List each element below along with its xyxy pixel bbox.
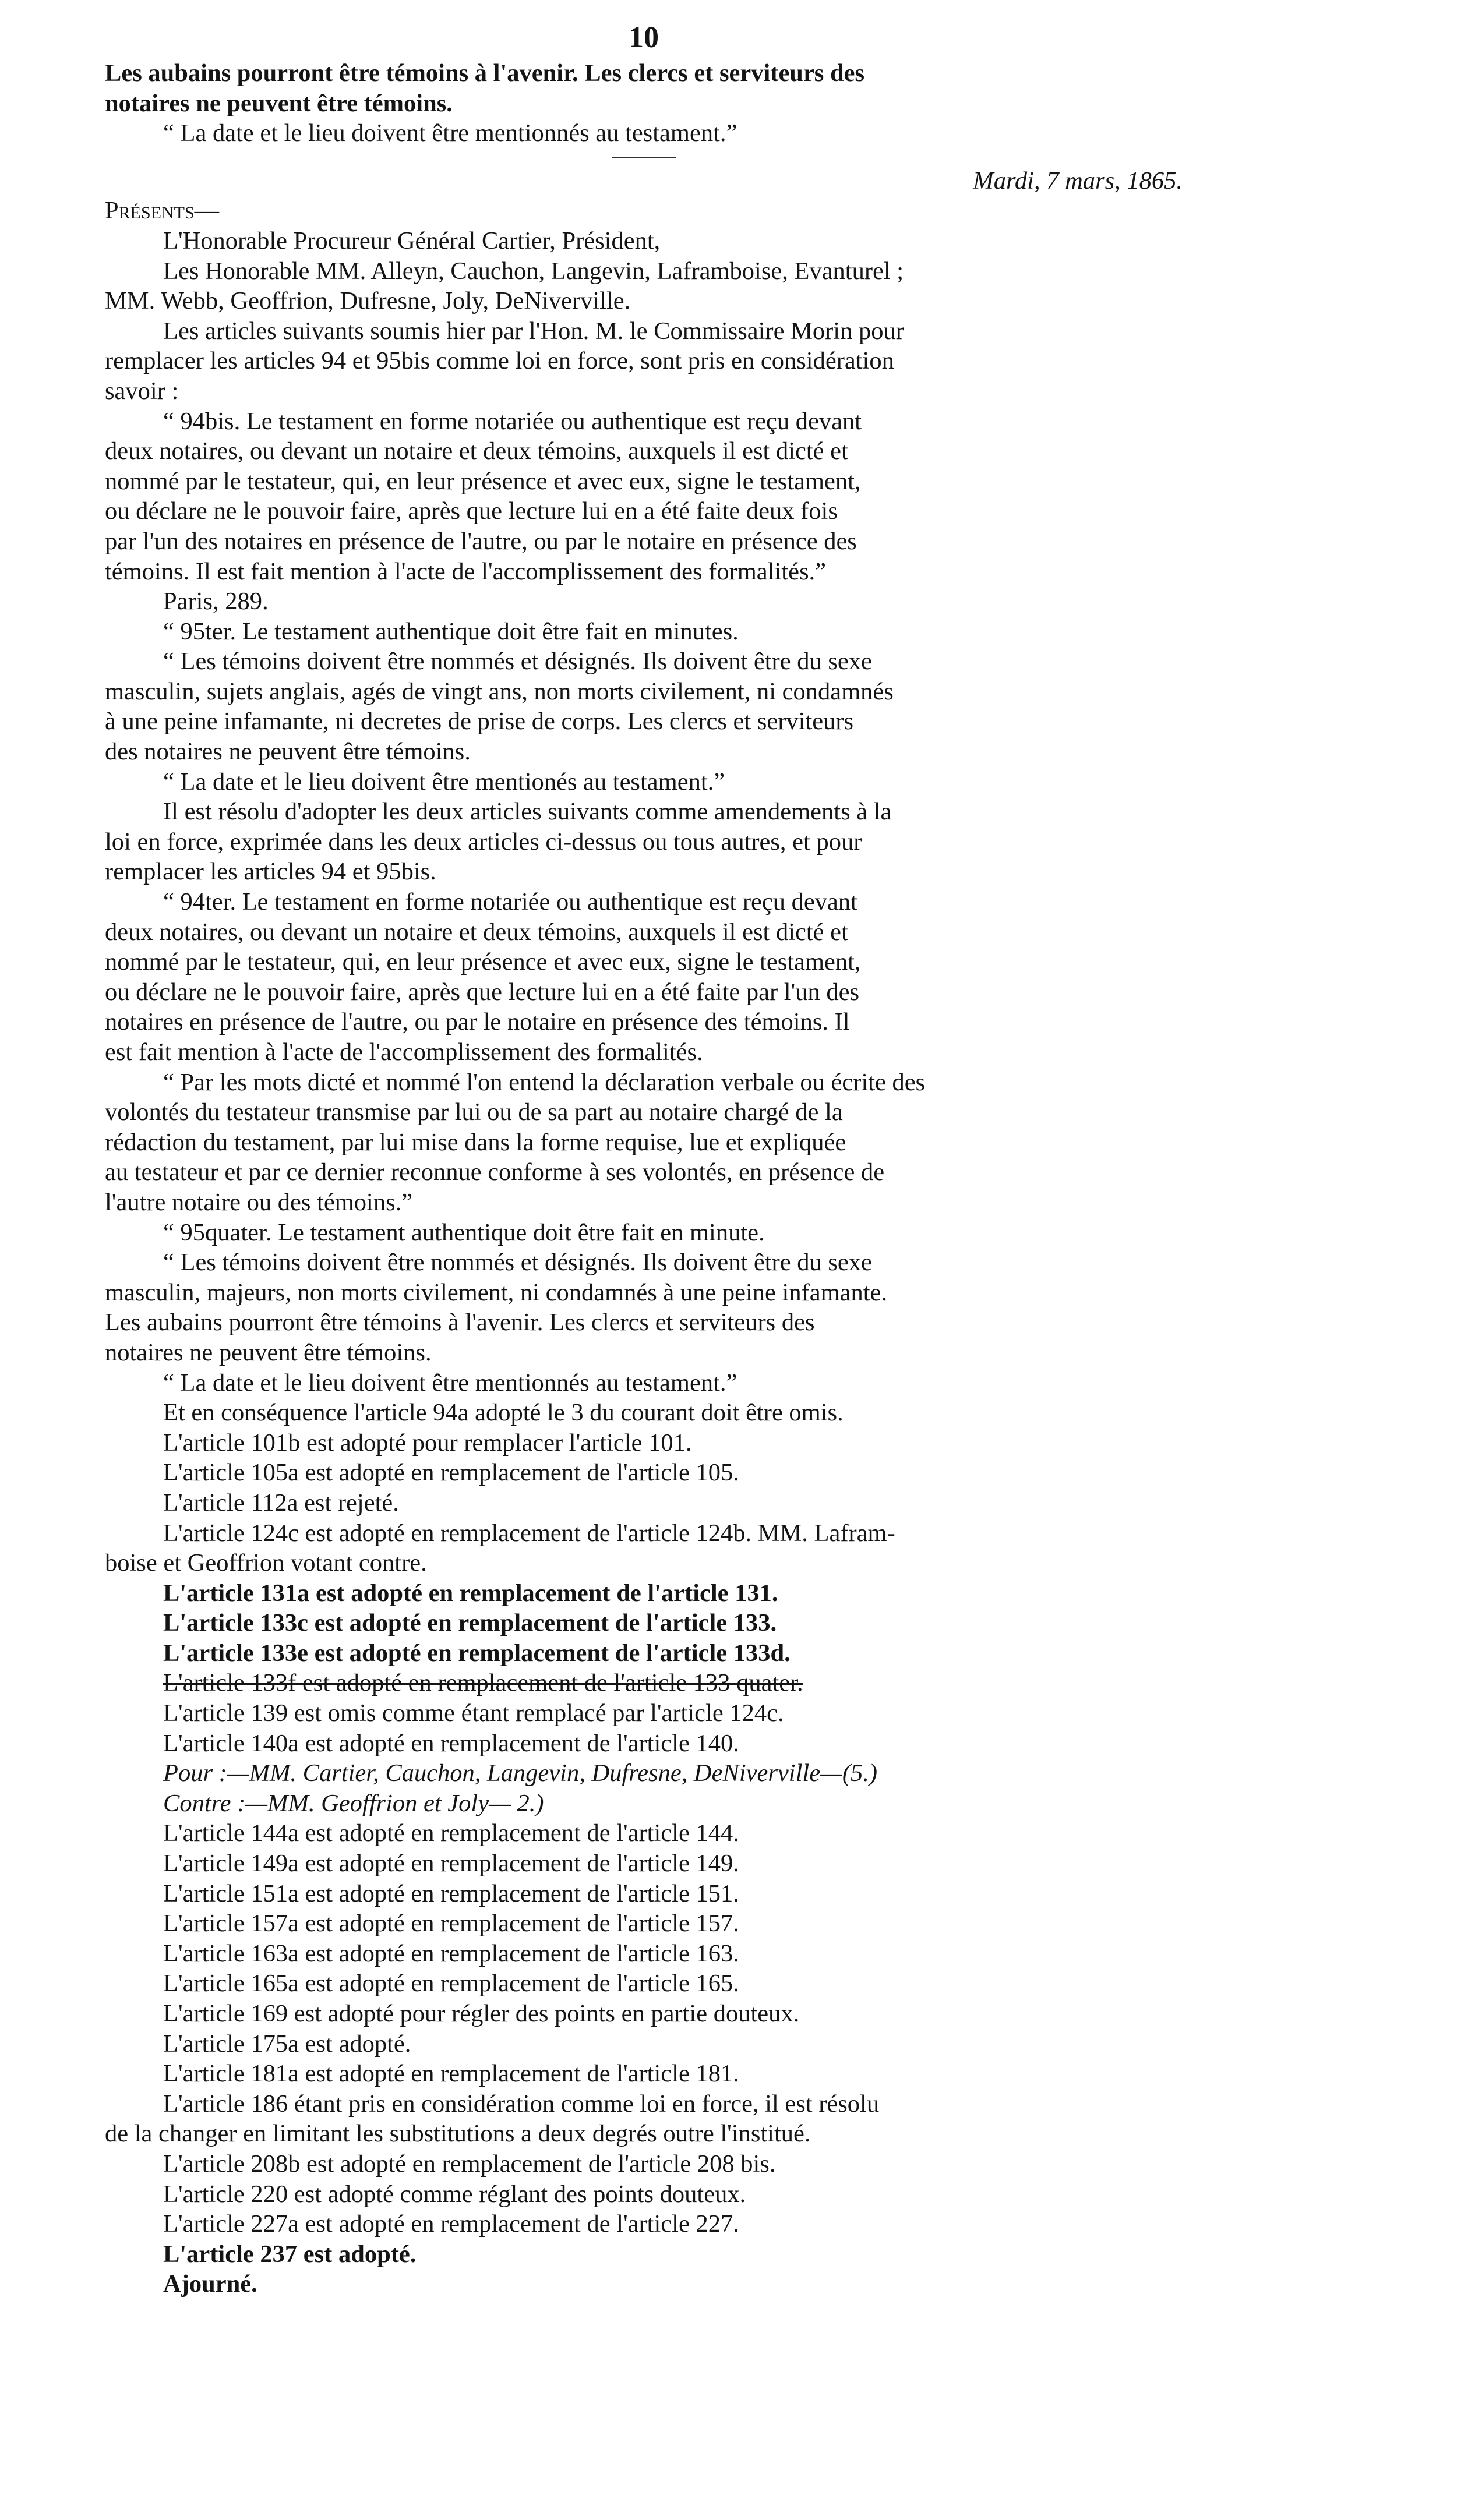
presents-line: MM. Webb, Geoffrion, Dufresne, Joly, DeNiverville. (105, 287, 631, 315)
article-line: ou déclare ne le pouvoir faire, après que lecture lui en a été faite par l'un des (105, 978, 860, 1006)
article-line: à une peine infamante, ni decretes de prise de corps. Les clercs et serviteurs (105, 708, 854, 736)
article-line: Les aubains pourront être témoins à l'avenir. Les clercs et serviteurs des (105, 1309, 815, 1337)
intro-line: Les articles suivants soumis hier par l'Hon. M. le Commissaire Morin pour (163, 317, 904, 345)
article-line: masculin, sujets anglais, agés de vingt ans, non morts civilement, ni condamnés (105, 677, 894, 705)
decision-line: L'article 169 est adopté pour régler des points en partie douteux. (163, 2000, 800, 2027)
decision-line: L'article 105a est adopté en remplacement de l'article 105. (163, 1459, 739, 1487)
decision-line: L'article 165a est adopté en remplacement de l'article 165. (163, 1970, 739, 1998)
text-line: Les aubains pourront être témoins à l'avenir. Les clercs et serviteurs des (105, 59, 865, 87)
article-line: l'autre notaire ou des témoins.” (105, 1188, 413, 1216)
intro-line: savoir : (105, 377, 179, 405)
article-line: notaires en présence de l'autre, ou par le notaire en présence des témoins. Il (105, 1008, 850, 1036)
decision-line: L'article 181a est adopté en remplacement de l'article 181. (163, 2060, 739, 2088)
decision-line: L'article 144a est adopté en remplacement de l'article 144. (163, 1819, 739, 1847)
struck-decision-line: L'article 133f est adopté en remplacement de l'article 133 quater. (163, 1669, 803, 1697)
presents-line: L'Honorable Procureur Général Cartier, Président, (163, 227, 661, 255)
article-line: par l'un des notaires en présence de l'autre, ou par le notaire en présence des (105, 527, 857, 555)
article-line: “ Par les mots dicté et nommé l'on entend la déclaration verbale ou écrite des (163, 1068, 926, 1096)
vote-pour-line: Pour :—MM. Cartier, Cauchon, Langevin, Dufresne, DeNiverville—(5.) (163, 1759, 878, 1787)
decision-line: L'article 208b est adopté en remplacement de l'article 208 bis. (163, 2150, 776, 2178)
article-line: Paris, 289. (163, 588, 269, 616)
decision-line: L'article 151a est adopté en remplacement de l'article 151. (163, 1879, 739, 1907)
resolution-line: remplacer les articles 94 et 95bis. (105, 858, 436, 886)
article-line: deux notaires, ou devant un notaire et deux témoins, auxquels il est dicté et (105, 437, 848, 465)
quote-line: “ La date et le lieu doivent être mentionnés au testament.” (163, 119, 737, 147)
resolution-line: Il est résolu d'adopter les deux articles suivants comme amendements à la (163, 798, 892, 826)
decision-line: L'article 112a est rejeté. (163, 1489, 399, 1517)
decision-line: de la changer en limitant les substitutions a deux degrés outre l'institué. (105, 2120, 811, 2148)
text-line: notaires ne peuvent être témoins. (105, 89, 453, 117)
resolution-line: loi en force, exprimée dans les deux articles ci-dessus ou tous autres, et pour (105, 828, 862, 856)
article-line: “ 94ter. Le testament en forme notariée ou authentique est reçu devant (163, 888, 857, 916)
page-number: 10 (629, 21, 659, 54)
adjourned-line: Ajourné. (163, 2270, 257, 2298)
article-line: nommé par le testateur, qui, en leur présence et avec eux, signe le testament, (105, 467, 861, 495)
article-line: masculin, majeurs, non morts civilement, ni condamnés à une peine infamante. (105, 1278, 888, 1306)
article-line: “ Les témoins doivent être nommés et désignés. Ils doivent être du sexe (163, 648, 872, 676)
article-line: des notaires ne peuvent être témoins. (105, 738, 471, 766)
article-line: est fait mention à l'acte de l'accomplissement des formalités. (105, 1038, 703, 1066)
decision-line: L'article 124c est adopté en remplacement de l'article 124b. MM. Lafram- (163, 1519, 895, 1547)
decision-line: L'article 149a est adopté en remplacement de l'article 149. (163, 1850, 739, 1878)
article-line: témoins. Il est fait mention à l'acte de l'accomplissement des formalités.” (105, 557, 826, 585)
decision-line: L'article 227a est adopté en remplacement de l'article 227. (163, 2210, 739, 2238)
decision-line: L'article 133e est adopté en remplacement de l'article 133d. (163, 1639, 791, 1667)
presents-line: Les Honorable MM. Alleyn, Cauchon, Langevin, Laframboise, Evanturel ; (163, 257, 904, 285)
article-line: nommé par le testateur, qui, en leur présence et avec eux, signe le testament, (105, 948, 861, 976)
separator-rule (612, 157, 676, 158)
article-line: au testateur et par ce dernier reconnue conforme à ses volontés, en présence de (105, 1158, 885, 1186)
intro-line: remplacer les articles 94 et 95bis comme loi en force, sont pris en considération (105, 347, 894, 375)
decision-line: L'article 186 étant pris en considération comme loi en force, il est résolu (163, 2090, 880, 2118)
article-line: deux notaires, ou devant un notaire et deux témoins, auxquels il est dicté et (105, 918, 848, 946)
document-page (105, 17, 1183, 2498)
decision-line: L'article 140a est adopté en remplacement de l'article 140. (163, 1729, 739, 1757)
decision-line: L'article 175a est adopté. (163, 2030, 411, 2058)
article-line: “ 94bis. Le testament en forme notariée ou authentique est reçu devant (163, 407, 862, 435)
decision-line: L'article 133c est adopté en remplacement de l'article 133. (163, 1609, 777, 1637)
presents-label: Présents— (105, 197, 220, 225)
decision-line: L'article 131a est adopté en remplacement de l'article 131. (163, 1579, 778, 1607)
decision-line: L'article 237 est adopté. (163, 2240, 417, 2268)
decision-line: L'article 157a est adopté en remplacement de l'article 157. (163, 1910, 739, 1938)
decision-line: L'article 163a est adopté en remplacement de l'article 163. (163, 1939, 739, 1967)
article-line: ou déclare ne le pouvoir faire, après que lecture lui en a été faite deux fois (105, 497, 838, 525)
decision-line: Et en conséquence l'article 94a adopté le 3 du courant doit être omis. (163, 1399, 844, 1427)
article-line: “ La date et le lieu doivent être mentionnés au testament.” (163, 1369, 737, 1397)
article-line: “ Les témoins doivent être nommés et désignés. Ils doivent être du sexe (163, 1249, 872, 1277)
vote-contre-line: Contre :—MM. Geoffrion et Joly— 2.) (163, 1789, 544, 1817)
date-line: Mardi, 7 mars, 1865. (973, 167, 1183, 195)
decision-line: L'article 220 est adopté comme réglant des points douteux. (163, 2180, 746, 2208)
decision-line: boise et Geoffrion votant contre. (105, 1549, 427, 1577)
article-line: “ 95ter. Le testament authentique doit être fait en minutes. (163, 617, 739, 645)
decision-line: L'article 101b est adopté pour remplacer l'article 101. (163, 1429, 692, 1457)
decision-line: L'article 139 est omis comme étant remplacé par l'article 124c. (163, 1699, 784, 1727)
article-line: rédaction du testament, par lui mise dans la forme requise, lue et expliquée (105, 1128, 846, 1156)
article-line: volontés du testateur transmise par lui ou de sa part au notaire chargé de la (105, 1098, 843, 1126)
article-line: notaires ne peuvent être témoins. (105, 1338, 432, 1366)
article-line: “ 95quater. Le testament authentique doit être fait en minute. (163, 1218, 765, 1246)
article-line: “ La date et le lieu doivent être mentionés au testament.” (163, 768, 725, 796)
